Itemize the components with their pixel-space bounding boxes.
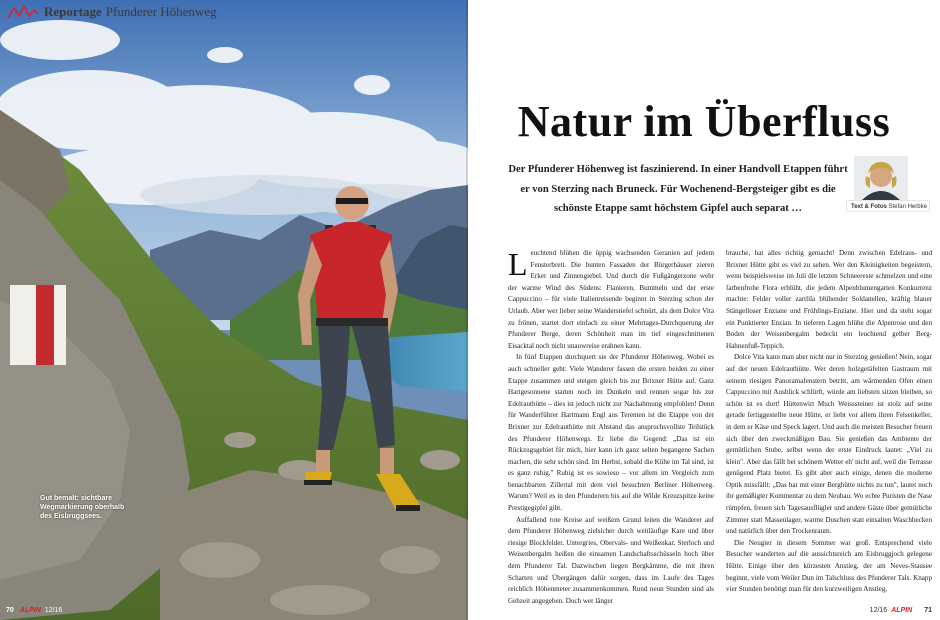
issue-left: 12/16 bbox=[44, 607, 63, 614]
paragraph-text: euchtend blühen die üppig wachsenden Geranien auf jedem Fensterbrett. Die bunten Fassaden der Bürgerhäuser zieren Erker und Zinnengiebel. Und durch die Fußgängerzone wehr der warme Wind des Südens: Flanieren, Bummeln und der erste Cappuccino – für viele Italienreisende beginnt in Sterzing schon der Urlaub. Aber wer lieber seine Wanderstiefel schnürt, als dem Dolce Vita zu frönen, startet dort einfach zu einer Mehrtages-Durchquerung der Pfunderer Berge, deren Schönheit man im tief eingeschnittenen Eisacktal noch nicht unauwreise erahnen kann. bbox=[508, 249, 714, 350]
author-role: Text & Fotos bbox=[851, 204, 887, 210]
paragraph: Die Neugier in diesem Sommer war groß. Entsprechend viele Besucher wanderten auf die aussichtsreich am Eisbruggjoch gelegene Hütte. Einige über den kürzesten Anstieg, der am Neves-Stausee beginnt, viele vom Weiler Dun im Talschluss des Pfunderer Tals. Knapp vier Stunden benötigt man für den kurzweiligen Anstieg, bbox=[726, 538, 932, 594]
dropcap: L bbox=[508, 246, 528, 282]
author-portrait-icon bbox=[854, 156, 908, 200]
article-body bbox=[508, 246, 933, 605]
paragraph: Auffallend rote Kreise auf weißem Grund leiten die Wanderer auf dem Pfunderer Höhenweg zielsicher durch weitläufige Kare und über riesige Blockfelder. Untergries, Obervals- und Weißenkar, Sterloch und Weisenbergalm heißen die einsamen Landschaftsschüsseln hoch über dem Pfunderer Tal. Dazwischen liegen Bergkämme, die mit ihren Scharten und Übergängen dafür sorgen, dass im Laufe des Tages reichlich Höhenmeter zusammenkommen. Rund neun Stunden sind als Gehzeit angegeben. Doch wer länger bbox=[508, 515, 714, 605]
magazine-brand-left: ALPIN bbox=[19, 607, 41, 614]
article-lead: Der Pfunderer Höhenweg ist faszinierend. In einer Handvoll Etappen führt er von Sterzing nach Bruneck. Für Wochenend-Bergsteiger gibt es die schönste Etappe samt höchstem Gipfel auch separat … bbox=[508, 164, 848, 214]
hiker-mountain-photo bbox=[0, 0, 468, 620]
section-header bbox=[0, 0, 217, 24]
author-credit bbox=[846, 200, 930, 212]
paragraph: brauche, hat alles richtig gemacht! Denn zwischen Edelraus- und Brixner Hütte gibt es viel zu sehen. Wer den Kleinigkeiten begeistern, wenn beispielsweise im Juli die letzten Schneereste schmelzen und eine farbenfrohe Flora erblüht, die jedem Alpenblumengarten Konkurrenz machte: Felder voller zartlila blühender Soldanellen, kräftig blauer Stängelloser Enziane und Frühlings-Enziane. Hier und da steht sogar ein Punktierter Enzian. In tieferen Lagen blühe die Alpenrose und den Boden der Weisenbergalm bedeckt ein leuchtend gelber Berg-Hahnenfuß-Teppich. bbox=[726, 249, 932, 350]
photo-caption: Gut bemalt: sichtbare Wegmarkierung oberhalb des Eisbruggsees. bbox=[40, 495, 125, 520]
magazine-brand-right: ALPIN bbox=[891, 607, 913, 614]
author-name: Stefan Herbke bbox=[888, 204, 927, 210]
article-column-2 bbox=[726, 248, 932, 598]
section-subtitle: Pfunderer Höhenweg bbox=[105, 4, 217, 19]
folio-left bbox=[6, 607, 62, 614]
right-page-article bbox=[468, 0, 940, 620]
article-column-1 bbox=[508, 246, 714, 605]
article-headline: Natur im Überfluss bbox=[517, 97, 891, 146]
folio-right bbox=[870, 607, 932, 614]
zigzag-logo-icon bbox=[8, 4, 38, 20]
issue-right: 12/16 bbox=[869, 607, 888, 614]
section-tag: Reportage bbox=[44, 4, 102, 19]
paragraph bbox=[508, 248, 714, 352]
author-box bbox=[846, 156, 930, 214]
page-number-right: 71 bbox=[924, 607, 932, 614]
paragraph: Dolce Vita kann man aber nicht nur in Sterzing genießen! Nein, sogar auf der neuen Edelrauthütte. Wer deren holzgetäfelten Gastraum mit seinem riesigen Panoramafenstern betritt, am wärmenden Ofen einen Cappuccino mit Ausblick schlürft, würde am liebsten sitzen bleiben, so schön ist es dort! Hüttenwirt Much Weisssteiner ist stolz auf seine gerade fertiggestellte neue Hütte, er liebt vor allem ihren Felsenkeller, in dem er Käse und Speck lagert. Und auch die meisten Besucher freuen sich über den zweckmäßigen Bau. Sie genießen das Ambiente der gemütlichen Stube, selbst wenn der erste Eindruck lautet: „Viel zu klein". Aber das fällt bei schönem Wetter eh' nicht auf, weil die Terrasse genügend Platz bietet. Es gibt aber auch einige, denen die moderne Optik missfällt: „Das hat mit einer Berghütte nichts zu tun", lautet noch ihr gemäßigter Kommentar zu dem Neubau. Wo echte Puristen die Nase rümpfen, freuen sich Tagesausflügler und andere Gäste über gemütliche Zimmer statt Massenlager, warme Duschen statt einsalten Waschbecken und natürlich über den Trockenraum. bbox=[726, 353, 933, 536]
page-number-left: 70 bbox=[6, 607, 14, 614]
left-page-photo bbox=[0, 0, 468, 620]
paragraph: In fünf Etappen durchquert sie der Pfunderer Höhenweg. Wobei es auch schneller geht: Viele Wanderer fassen die ersten beiden zu einer Etappe zusammen und steigen gleich bis zur Brixner Hütte auf. Ganz Hartgesonnene starten noch im Dunkeln und rennen sogar bis zur Edelrauthütte – dies ist jedoch nicht zur Nachahmung empfohlen! Denn für Wanderführer Hartmann Engl aus Terenten ist die Etappe von der Brixner zur Edelrauthütte mit Abstand das anspruchsvollste Teilstück des Pfunderer Höhenwegs. Er liebe die Gegend: „Das ist ein Rückzugsgebiet für mich, hier kann ich ganz selten begangene Sachen machen, die sehr schön sind. Im Herbst, sobald die Kühe im Tal sind, ist es ganz ruhig." Ruhig ist es sowieso – vor allem im Vergleich zum benachbarten Zillertal mit dem viel besuchten Berliner Höhenweg. Warum? Weil es in den Pfunderern bis auf die Wilde Kreuzspitze keine Prestigegipfel gibt. bbox=[508, 353, 714, 513]
